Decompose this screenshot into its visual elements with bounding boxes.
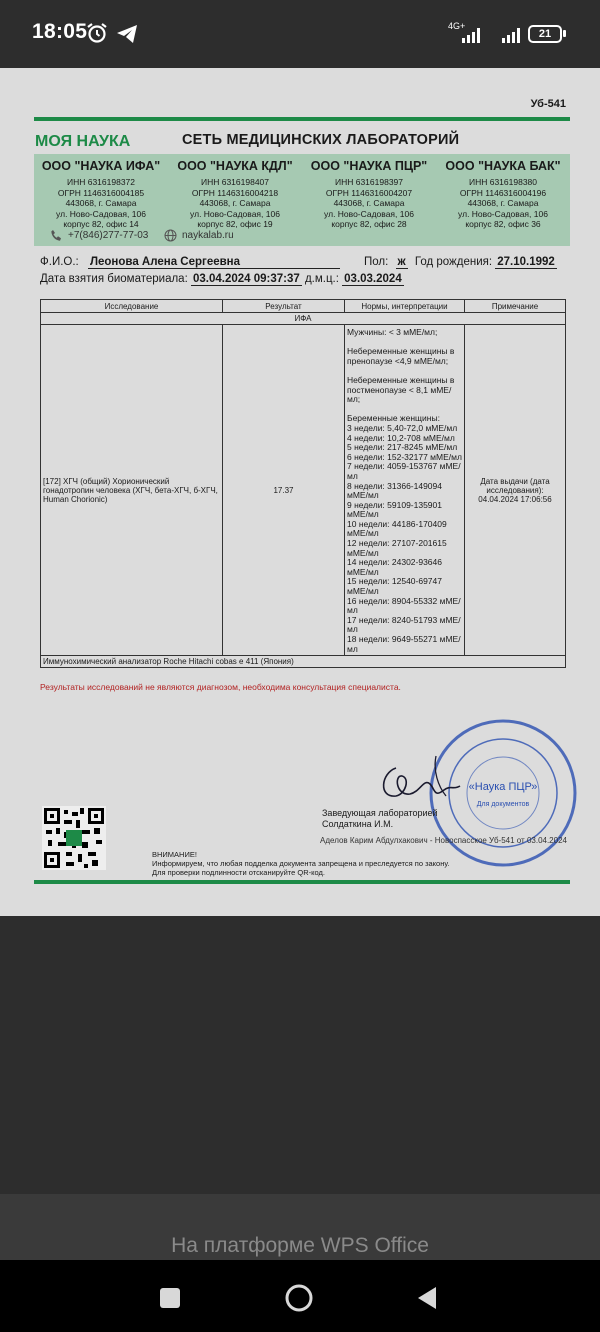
phone-number[interactable]: +7(846)277-77-03 <box>68 230 149 241</box>
logo-text: МОЯ НАУКА <box>35 133 131 150</box>
table-row <box>41 325 566 656</box>
col-header-note: Примечание <box>465 300 566 313</box>
svg-text:Для документов: Для документов <box>476 801 530 808</box>
moya-nauka-logo <box>35 126 153 152</box>
battery-tip <box>563 30 566 37</box>
col-header-test: Исследование <box>41 300 223 313</box>
contacts-row <box>34 226 570 246</box>
org-bak: ООО "НАУКА БАК" ИНН 6316198380 ОГРН 1146316004196 443068, г. Самара ул. Ново-Садовая, 106 корпус 82, офис 36 <box>445 159 561 229</box>
section-ifa: ИФА <box>41 313 566 325</box>
battery-icon: 21 <box>528 25 562 43</box>
test-note: Дата выдачи (дата исследования): 04.04.2024 17:06:56 <box>465 325 566 656</box>
qr-code[interactable] <box>42 806 106 870</box>
status-icons <box>446 20 576 48</box>
test-norms: Мужчины: < 3 мМЕ/мл; Небеременные женщины в пренопаузе <4,9 мМЕ/мл; Небеременные женщины в постменопаузе < 8,1 мМЕ/мл; Беременные женщины: 3 недели: 5,40-72,0 мМЕ/мл 4 недели: 10,2-708 мМЕ/мл 5 недели: 217-8245 мМЕ/мл 6 недели: 152-32177 мМЕ/мл 7 недели: 4059-153767 мМЕ/мл 8 недели: 31366-149094 мМЕ/мл 9 недели: 59109-135901 мМЕ/мл 10 недели: 44186-170409 мМЕ/мл 12 недели: 27107-201615 мМЕ/мл 14 недели: 24302-93646 мМЕ/мл 15 недели: 12540-69747 мМЕ/мл 16 недели: 8904-55332 мМЕ/мл 17 недели: 8240-51793 мМЕ/мл 18 недели: 9649-55271 мМЕ/мл <box>345 325 465 656</box>
org-kdl: ООО "НАУКА КДЛ" ИНН 6316198407 ОГРН 1146316004218 443068, г. Самара ул. Ново-Садовая, 106 корпус 82, офис 19 <box>177 159 293 229</box>
document-code: Уб-541 <box>530 98 566 110</box>
signature <box>376 748 476 808</box>
navigation-bar <box>0 1260 600 1332</box>
test-result: 17.37 <box>223 325 345 656</box>
disclaimer: Результаты исследований не являются диагнозом, необходима консультация специалиста. <box>40 682 401 692</box>
recents-button[interactable] <box>154 1282 186 1314</box>
home-button[interactable] <box>283 1282 315 1314</box>
results-table <box>40 299 566 668</box>
website-link[interactable]: naykalab.ru <box>182 230 234 241</box>
patient-fio-row: Ф.И.О.: Леонова Алена Сергеевна <box>40 256 340 269</box>
network-title: СЕТЬ МЕДИЦИНСКИХ ЛАБОРАТОРИЙ <box>182 132 460 148</box>
clock: 18:05 <box>32 20 88 43</box>
sample-date: 03.04.2024 09:37:37 <box>192 273 300 285</box>
network-type: 4G+ <box>448 21 466 31</box>
patient-dob: 27.10.1992 <box>497 256 555 268</box>
lab-head: Заведующая лабораторией Солдаткина И.М. <box>322 808 438 829</box>
patient-sex: ж <box>397 256 406 268</box>
org-ifa: ООО "НАУКА ИФА" ИНН 6316198372 ОГРН 1146316004185 443068, г. Самара ул. Ново-Садовая, 106 корпус 82, офис 14 <box>41 159 161 229</box>
sample-date-row: Дата взятия биоматериала: 03.04.2024 09:37:37 д.м.ц.: 03.03.2024 <box>40 273 402 285</box>
patient-sex-row: Пол: ж Год рождения: 27.10.1992 <box>364 256 555 268</box>
analyzer-row <box>41 656 566 668</box>
author-line: Аделов Карим Абдулхакович - Новоспасское Уб-541 от 03.04.2024 <box>320 836 567 845</box>
wps-platform-label: На платформе WPS Office <box>171 1234 429 1257</box>
document-page[interactable] <box>0 68 600 916</box>
legal-warning: ВНИМАНИЕ! Информируем, что любая подделка документа запрещена и преследуется по закону. Для проверки подлинности отсканируйте QR-код. <box>152 850 450 877</box>
bottom-divider <box>34 880 570 884</box>
col-header-result: Результат <box>223 300 345 313</box>
alarm-icon <box>86 22 108 44</box>
section-row <box>41 313 566 325</box>
org-pcr: ООО "НАУКА ПЦР" ИНН 6316198397 ОГРН 1146316004207 443068, г. Самара ул. Ново-Садовая, 106 корпус 82, офис 28 <box>310 159 428 229</box>
status-bar <box>0 0 600 68</box>
analyzer: Иммунохимический анализатор Roche Hitachi cobas e 411 (Япония) <box>41 656 566 668</box>
viewer-background <box>0 916 600 1194</box>
telegram-icon <box>116 24 138 44</box>
test-name: [172] ХГЧ (общий) Хорионический гонадотропин человека (ХГЧ, бета-ХГЧ, б-ХГЧ, Human Chorionic) <box>41 325 223 656</box>
col-header-norms: Нормы, интерпретации <box>345 300 465 313</box>
back-button[interactable] <box>412 1282 444 1314</box>
table-header-row <box>41 300 566 313</box>
globe-icon <box>164 229 177 242</box>
lmp-date: 03.03.2024 <box>344 273 402 285</box>
signal-icon <box>450 26 540 44</box>
phone-icon <box>50 229 63 242</box>
svg-text:«Наука ПЦР»: «Наука ПЦР» <box>468 781 538 793</box>
patient-name: Леонова Алена Сергеевна <box>88 256 340 269</box>
top-divider <box>34 117 570 121</box>
